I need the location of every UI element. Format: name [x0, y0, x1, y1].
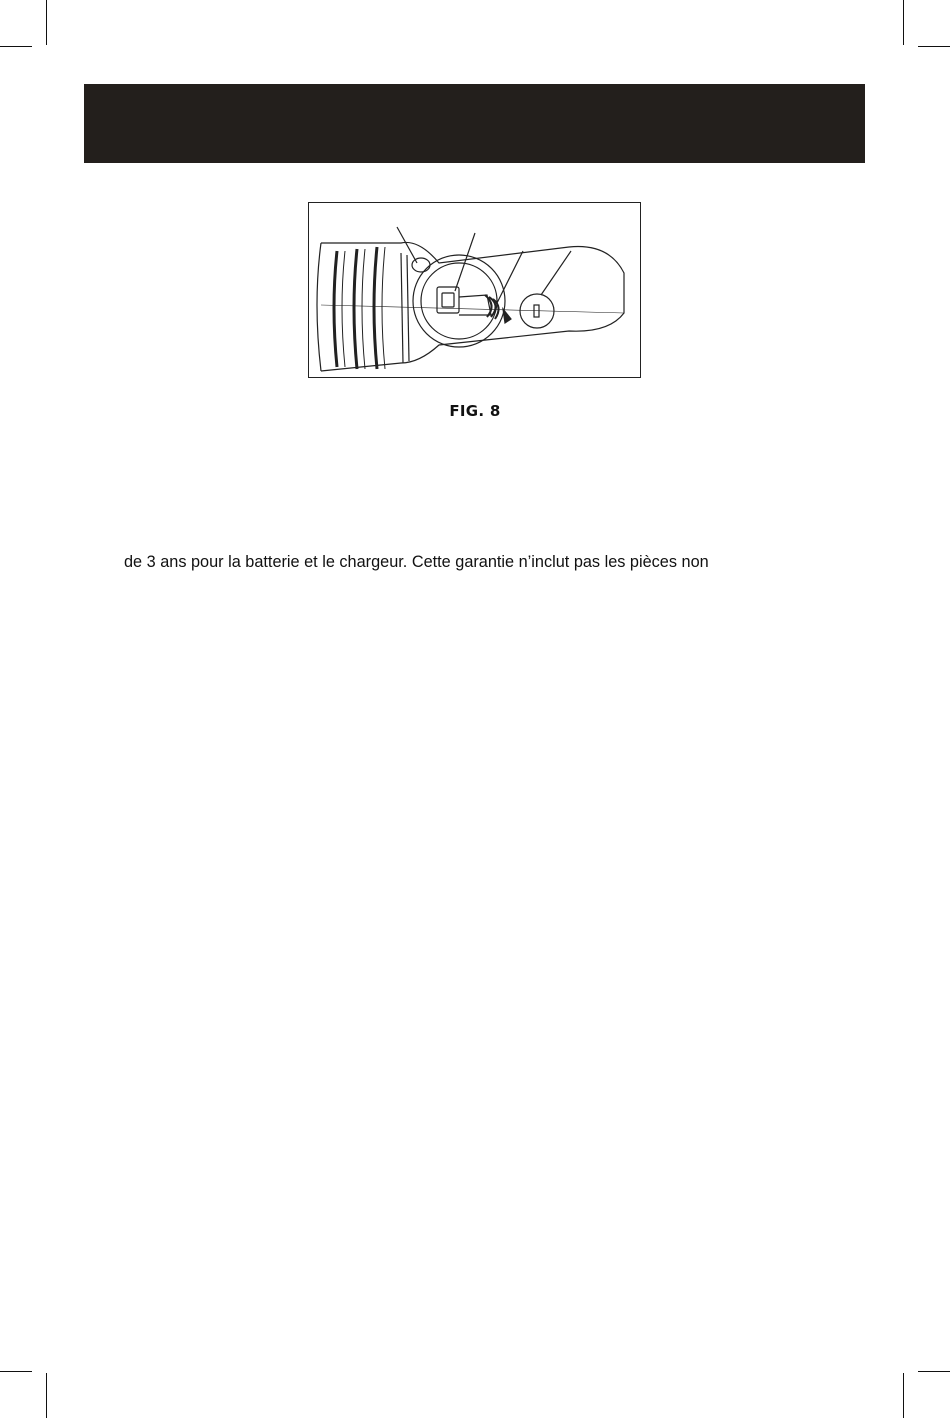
figure-8-illustration — [308, 202, 641, 378]
crop-mark-bottom-left-horizontal — [0, 1371, 32, 1372]
crop-mark-top-left-vertical — [46, 0, 47, 45]
battery-compartment-icon — [309, 203, 640, 377]
crop-mark-top-right-vertical — [903, 0, 904, 45]
crop-mark-top-right-horizontal — [918, 46, 950, 47]
crop-mark-top-left-horizontal — [0, 46, 32, 47]
crop-mark-bottom-right-horizontal — [918, 1371, 950, 1372]
crop-mark-bottom-left-vertical — [46, 1373, 47, 1418]
section-header-bar — [84, 84, 865, 163]
figure-caption: FIG. 8 — [449, 402, 501, 420]
body-text-line: de 3 ans pour la batterie et le chargeur. Cette garantie n’inclut pas les pièces non — [124, 553, 709, 571]
crop-mark-bottom-right-vertical — [903, 1373, 904, 1418]
